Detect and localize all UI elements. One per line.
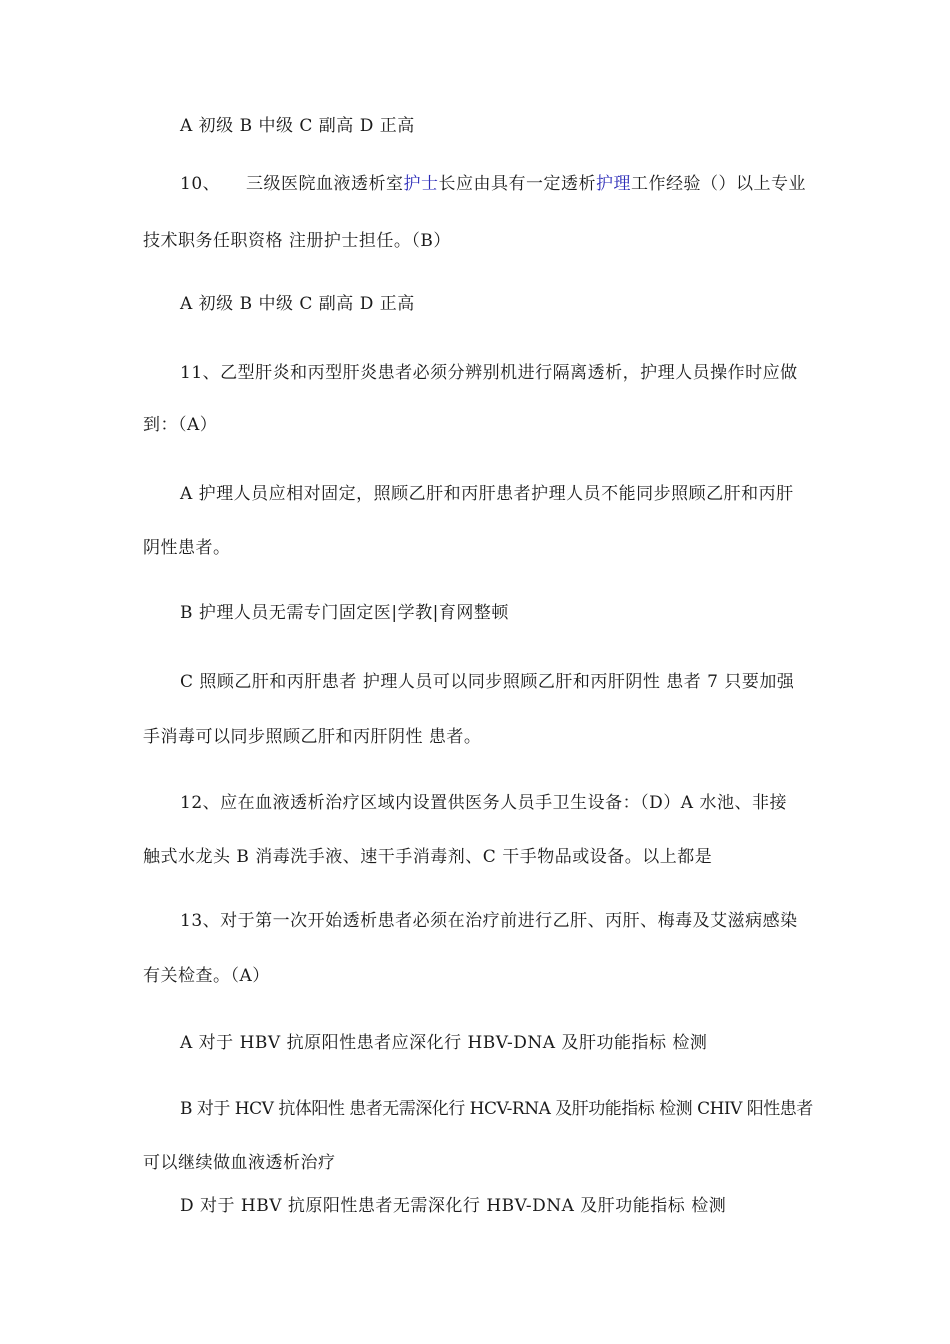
nursing-link[interactable]: 护理 — [595, 174, 631, 194]
q10-options: A 初级 B 中级 C 副高 D 正高 — [180, 294, 415, 314]
q12-line2: 触式水龙头 B 消毒洗手液、速干手消毒剂、C 干手物品或设备。以上都是 — [143, 847, 713, 867]
q11-option-a-line1: A 护理人员应相对固定，照顾乙肝和丙肝患者护理人员不能同步照顾乙肝和丙肝 — [180, 484, 794, 504]
q13-line2: 有关检查。（A） — [143, 966, 270, 986]
q10-text-a: 三级医院血液透析室 — [245, 174, 404, 194]
q11-option-b: B 护理人员无需专门固定医|学教|育网整顿 — [180, 603, 509, 623]
q11-line2: 到：（A） — [143, 415, 218, 435]
q12-line1: 12、应在血液透析治疗区域内设置供医务人员手卫生设备：（D）A 水池、非接 — [180, 793, 787, 813]
q10-line1 — [180, 172, 806, 196]
q9-options: A 初级 B 中级 C 副高 D 正高 — [180, 116, 415, 136]
q13-option-b-line2: 可以继续做血液透析治疗 — [143, 1153, 336, 1173]
q10-text-c: 工作经验（）以上专业 — [630, 174, 806, 194]
q11-option-a-line2: 阴性患者。 — [143, 538, 231, 558]
q11-line1: 11、乙型肝炎和丙型肝炎患者必须分辨别机进行隔离透析，护理人员操作时应做 — [180, 363, 798, 383]
q13-option-a: A 对于 HBV 抗原阳性患者应深化行 HBV-DNA 及肝功能指标 检测 — [180, 1033, 708, 1053]
q10-line2: 技术职务任职资格 注册护士担任。（B） — [143, 231, 451, 251]
q13-option-b-line1: B 对于 HCV 抗体阳性 患者无需深化行 HCV-RNA 及肝功能指标 检测 CHIV 阳性患者 — [180, 1099, 813, 1119]
nurse-link[interactable]: 护士 — [403, 174, 439, 194]
q13-line1: 13、对于第一次开始透析患者必须在治疗前进行乙肝、丙肝、梅毒及艾滋病感染 — [180, 911, 798, 931]
q11-option-c-line1: C 照顾乙肝和丙肝患者 护理人员可以同步照顾乙肝和丙肝阴性 患者 7 只要加强 — [180, 672, 795, 692]
q10-text-b: 长应由具有一定透析 — [438, 174, 596, 194]
q11-option-c-line2: 手消毒可以同步照顾乙肝和丙肝阴性 患者。 — [143, 727, 482, 747]
q10-number: 10、 — [180, 174, 221, 194]
q13-option-d: D 对于 HBV 抗原阳性患者无需深化行 HBV-DNA 及肝功能指标 检测 — [180, 1196, 727, 1216]
